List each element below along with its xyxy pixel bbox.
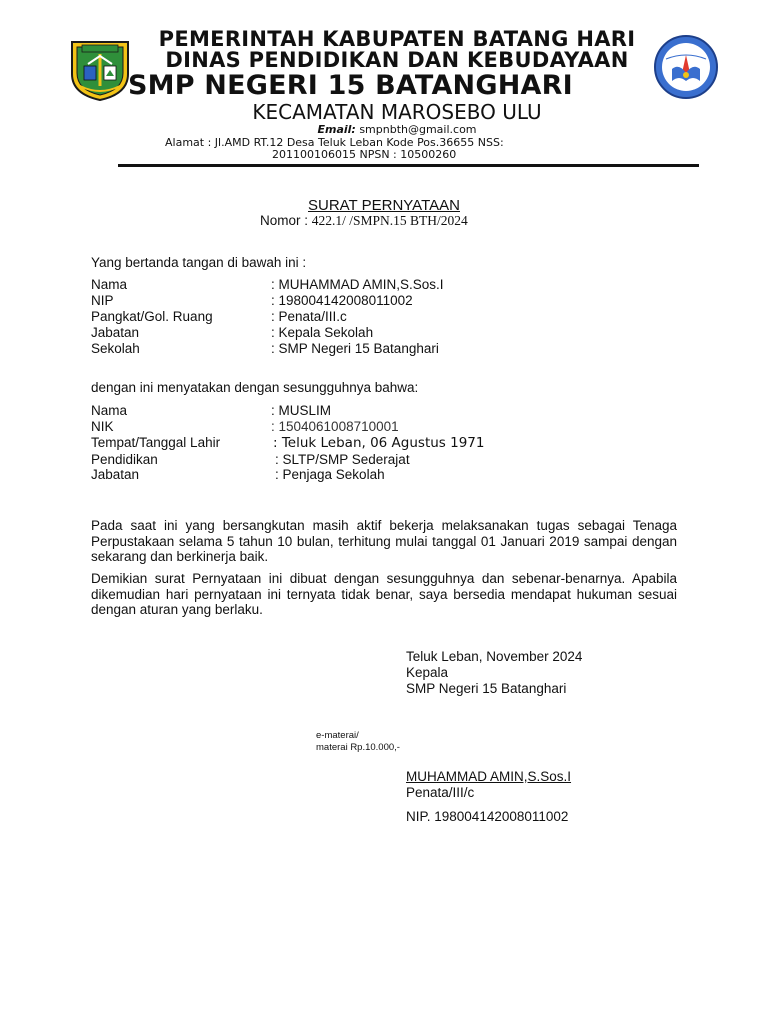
signature-position: Kepala xyxy=(406,665,449,680)
subject-name-label: Nama xyxy=(91,403,128,418)
document-title: SURAT PERNYATAAN xyxy=(308,197,460,214)
subject-birth-label: Tempat/Tanggal Lahir xyxy=(91,435,221,450)
signature-name: MUHAMMAD AMIN,S.Sos.I xyxy=(406,769,572,784)
signer-school-label: Sekolah xyxy=(91,341,140,356)
signer-rank-label: Pangkat/Gol. Ruang xyxy=(91,309,213,324)
materai-line1: e-materai/ xyxy=(316,730,359,741)
letterhead-address-line2: 201100106015 NPSN : 10500260 xyxy=(272,148,457,161)
subject-birth-value: : Teluk Leban, 06 Agustus 1971 xyxy=(273,435,485,451)
paragraph-closing: Demikian surat Pernyataan ini dibuat dengan sesungguhnya dan sebenar-benarnya. Apabila dikemudian hari pernyataan ini ternyata tidak benar, saya bersedia mendapat hukuman sesuai dengan aturan yang berlaku. xyxy=(91,571,677,617)
signer-name-value: : MUHAMMAD AMIN,S.Sos.I xyxy=(271,277,444,292)
letterhead-address-line1: Alamat : Jl.AMD RT.12 Desa Teluk Leban Kode Pos.36655 NSS: xyxy=(165,136,504,149)
subject-nik-label: NIK xyxy=(91,419,114,434)
signer-nip-label: NIP xyxy=(91,293,114,308)
document-number-value: 422.1/ /SMPN.15 BTH/2024 xyxy=(311,213,468,228)
tut-wuri-handayani-logo xyxy=(652,33,720,101)
signature-rank: Penata/III/c xyxy=(406,785,475,800)
signer-nip-value: : 198004142008011002 xyxy=(271,293,413,308)
subject-nik-value: : 1504061008710001 xyxy=(271,419,399,434)
signature-school: SMP Negeri 15 Batanghari xyxy=(406,681,567,696)
document-number xyxy=(260,213,468,229)
paragraph-service: Pada saat ini yang bersangkutan masih aktif bekerja melaksanakan tugas sebagai Tenaga Perpustakaan selama 5 tahun 10 bulan, terhitung mulai tanggal 01 Januari 2019 sampai dengan sekarang dan berkinerja baik. xyxy=(91,518,677,564)
subject-education-label: Pendidikan xyxy=(91,452,158,467)
subject-position-label: Jabatan xyxy=(91,467,140,482)
signer-position-label: Jabatan xyxy=(91,325,140,340)
signer-position-value: : Kepala Sekolah xyxy=(271,325,374,340)
document-number-label: Nomor : xyxy=(260,213,312,228)
letterhead-government-line: PEMERINTAH KABUPATEN BATANG HARI xyxy=(158,27,636,51)
letterhead-department-line: DINAS PENDIDIKAN DAN KEBUDAYAAN xyxy=(165,48,629,72)
subject-name-value: : MUSLIM xyxy=(271,403,332,418)
signature-place-date: Teluk Leban, November 2024 xyxy=(406,649,583,664)
letterhead-divider xyxy=(118,164,699,167)
signer-rank-value: : Penata/III.c xyxy=(271,309,347,324)
subject-position-value: : Penjaga Sekolah xyxy=(275,467,385,482)
email-label: Email: xyxy=(317,123,356,136)
letterhead-email-line xyxy=(142,123,652,136)
statement-text: dengan ini menyatakan dengan sesungguhnya bahwa: xyxy=(91,380,419,395)
signature-nip: NIP. 198004142008011002 xyxy=(406,809,569,824)
subject-education-value: : SLTP/SMP Sederajat xyxy=(275,452,410,467)
signer-school-value: : SMP Negeri 15 Batanghari xyxy=(271,341,439,356)
letterhead-school-name: SMP NEGERI 15 BATANGHARI xyxy=(128,70,573,101)
email-address: smpnbth@gmail.com xyxy=(359,123,477,136)
signer-name-label: Nama xyxy=(91,277,128,292)
batang-hari-emblem-logo xyxy=(66,36,134,102)
letterhead-district: KECAMATAN MAROSEBO ULU xyxy=(252,100,542,124)
intro-text: Yang bertanda tangan di bawah ini : xyxy=(91,255,307,270)
materai-line2: materai Rp.10.000,- xyxy=(316,742,400,753)
